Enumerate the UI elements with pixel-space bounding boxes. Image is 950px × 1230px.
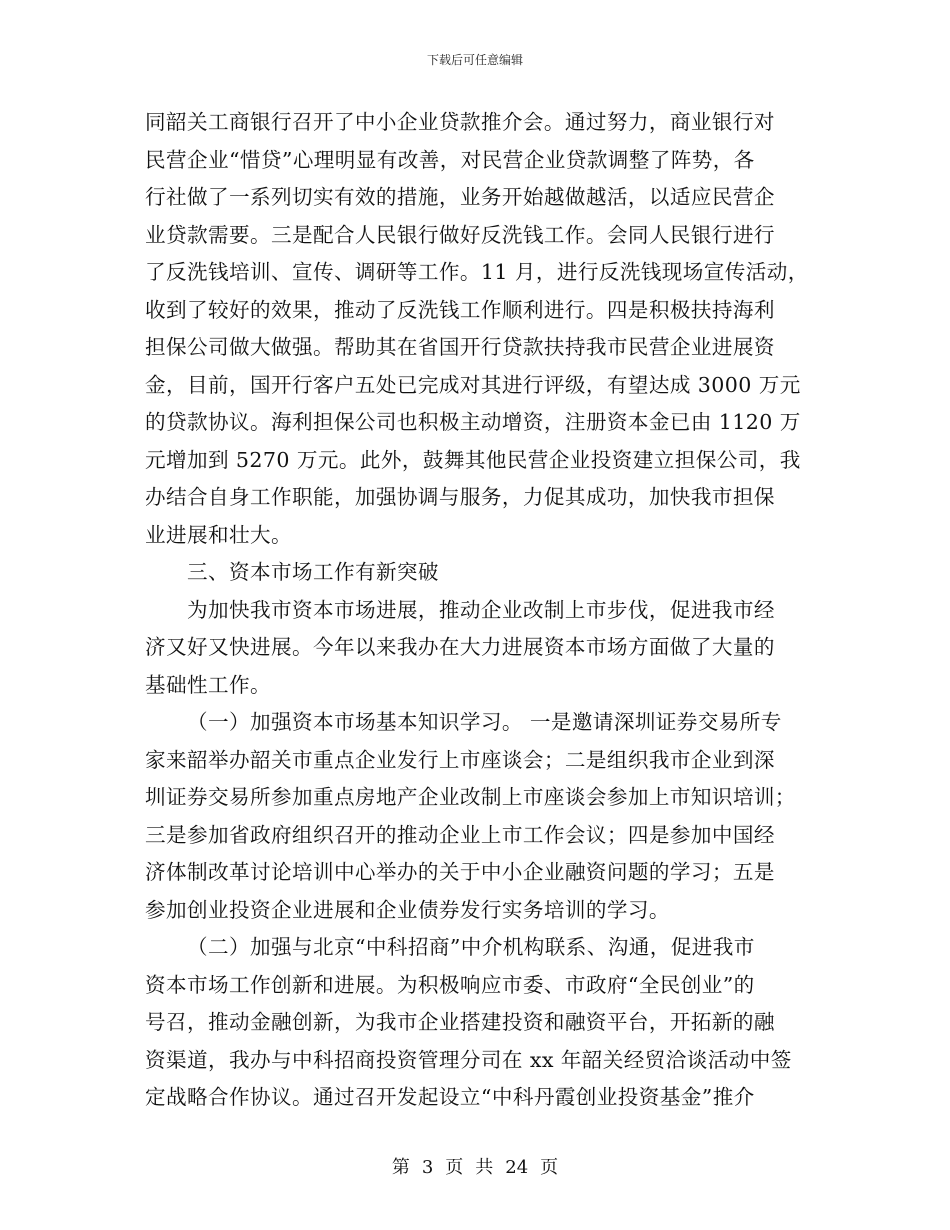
page-number: 3 xyxy=(421,1157,434,1178)
paragraph-line: 了反洗钱培训、宣传、调研等工作。11 月，进行反洗钱现场宣传活动， xyxy=(145,260,809,284)
paragraph-line: 办结合自身工作职能，加强协调与服务，力促其成功，加快我市担保 xyxy=(145,485,775,509)
paragraph-line: 资渠道，我办与中科招商投资管理分司在 xx 年韶关经贸洽谈活动中签 xyxy=(145,1047,792,1072)
paragraph-line: 元增加到 5270 万元。此外，鼓舞其他民营企业投资建立担保公司，我 xyxy=(145,447,801,472)
paragraph-line: 同韶关工商银行召开了中小企业贷款推介会。通过努力，商业银行对 xyxy=(145,110,775,134)
paragraph-line: （二）加强与北京“中科招商”中介机构联系、沟通，促进我市 xyxy=(187,935,755,959)
paragraph-line: 的贷款协议。海利担保公司也积极主动增资，注册资本金已由 1120 万 xyxy=(145,410,801,434)
paragraph-line: 家来韶举办韶关市重点企业发行上市座谈会；二是组织我市企业到深 xyxy=(145,747,775,772)
paragraph-line: 金，目前，国开行客户五处已完成对其进行评级，有望达成 3000 万元 xyxy=(145,372,801,397)
paragraph-line: 圳证券交易所参加重点房地产企业改制上市座谈会参加上市知识培训； xyxy=(145,785,796,809)
paragraph-line: （一）加强资本市场基本知识学习。 一是邀请深圳证券交易所专 xyxy=(187,710,782,734)
total-label: 共 xyxy=(475,1157,494,1178)
page-header xyxy=(0,52,950,68)
total-pages: 24 xyxy=(505,1157,529,1178)
paragraph-line: 资本市场工作创新和进展。为积极响应市委、市政府“全民创业”的 xyxy=(145,972,755,997)
paragraph-line: 济又好又快进展。今年以来我办在大力进展资本市场方面做了大量的 xyxy=(145,635,775,659)
page-label-prefix: 第 xyxy=(391,1157,410,1178)
paragraph-line: 基础性工作。 xyxy=(145,672,271,697)
paragraph-line: 业进展和壮大。 xyxy=(145,522,292,547)
paragraph-line: 为加快我市资本市场进展，推动企业改制上市步伐，促进我市经 xyxy=(187,597,775,622)
page-footer xyxy=(0,1157,950,1179)
page-label-suffix: 页 xyxy=(540,1157,559,1178)
header-text: 下载后可任意编辑 xyxy=(426,53,523,67)
paragraph-line: 民营企业“惜贷”心理明显有改善，对民营企业贷款调整了阵势，各 xyxy=(145,147,755,172)
page-label-mid: 页 xyxy=(445,1157,464,1178)
paragraph-line: 参加创业投资企业进展和企业债券发行实务培训的学习。 xyxy=(145,897,670,922)
paragraph-line: 号召，推动金融创新，为我市企业搭建投资和融资平台，开拓新的融 xyxy=(145,1010,775,1034)
section-heading: 三、资本市场工作有新突破 xyxy=(187,560,439,584)
paragraph-line: 定战略合作协议。通过召开发起设立“中科丹霞创业投资基金”推介 xyxy=(145,1085,755,1109)
paragraph-line: 三是参加省政府组织召开的推动企业上市工作会议；四是参加中国经 xyxy=(145,822,775,847)
document-body xyxy=(145,104,809,1117)
paragraph-line: 业贷款需要。三是配合人民银行做好反洗钱工作。会同人民银行进行 xyxy=(145,222,775,247)
paragraph-line: 行社做了一系列切实有效的措施，业务开始越做越活，以适应民营企 xyxy=(145,185,775,209)
paragraph-line: 收到了较好的效果，推动了反洗钱工作顺利进行。四是积极扶持海利 xyxy=(145,297,775,322)
paragraph-line: 担保公司做大做强。帮助其在省国开行贷款扶持我市民营企业进展资 xyxy=(145,335,775,359)
paragraph-line: 济体制改革讨论培训中心举办的关于中小企业融资问题的学习；五是 xyxy=(145,860,775,884)
